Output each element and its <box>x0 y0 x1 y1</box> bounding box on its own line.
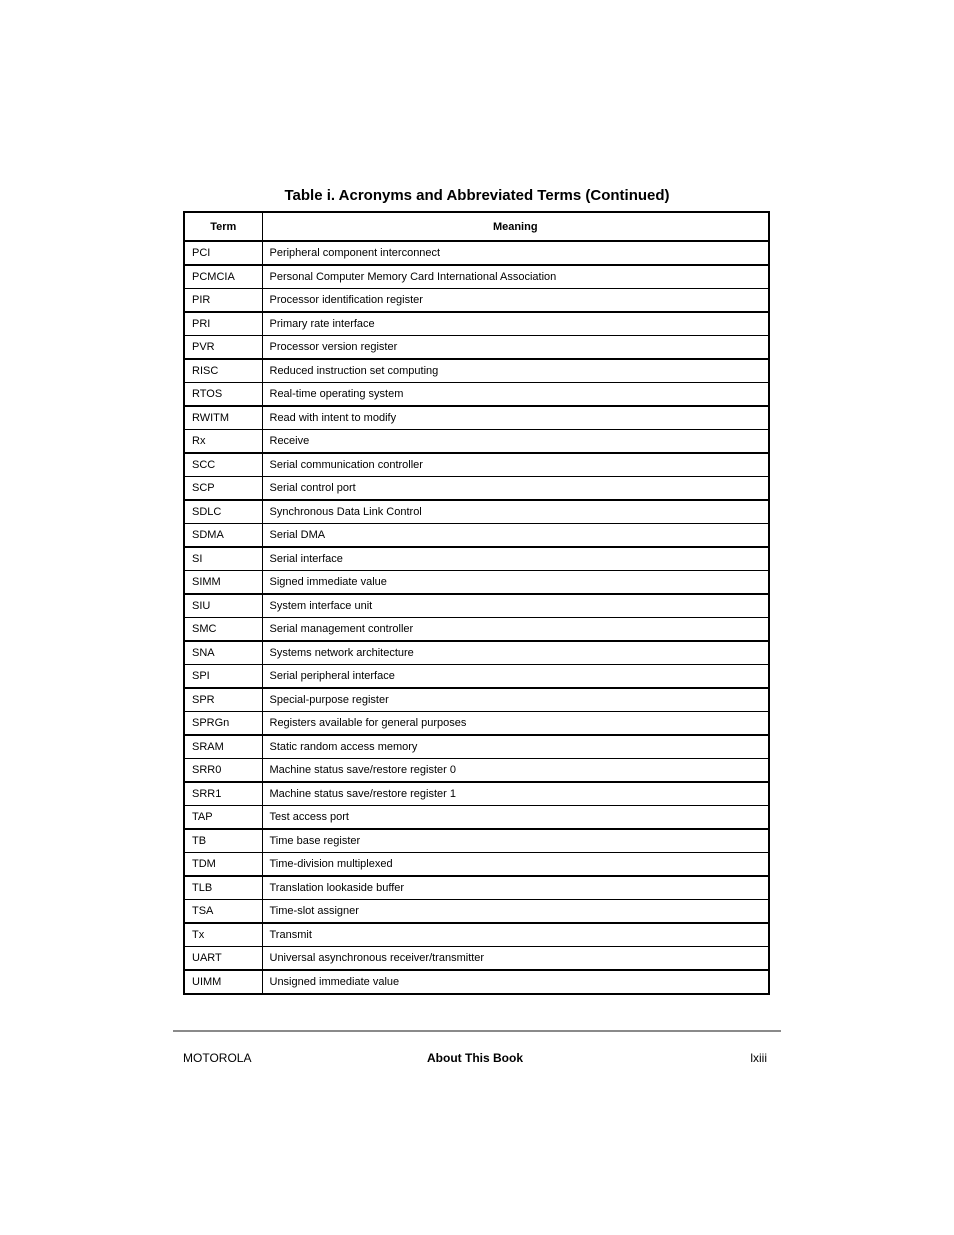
meaning-cell: Test access port <box>262 806 769 830</box>
term-cell: RISC <box>184 359 262 383</box>
term-cell: TSA <box>184 900 262 924</box>
term-cell: TLB <box>184 876 262 900</box>
term-cell: TB <box>184 829 262 853</box>
meaning-cell: Systems network architecture <box>262 641 769 665</box>
footer-company: MOTOROLA <box>183 1051 252 1065</box>
meaning-cell: Machine status save/restore register 0 <box>262 759 769 783</box>
meaning-cell: Real-time operating system <box>262 383 769 407</box>
meaning-cell: Peripheral component interconnect <box>262 241 769 265</box>
term-cell: SDMA <box>184 524 262 548</box>
table-row <box>184 806 769 830</box>
meaning-cell: Serial peripheral interface <box>262 665 769 689</box>
term-cell: SCC <box>184 453 262 477</box>
table-row <box>184 735 769 759</box>
table-row <box>184 688 769 712</box>
table-row <box>184 571 769 595</box>
table-row <box>184 618 769 642</box>
term-cell: SNA <box>184 641 262 665</box>
meaning-cell: Serial communication controller <box>262 453 769 477</box>
table-row <box>184 876 769 900</box>
meaning-cell: Serial interface <box>262 547 769 571</box>
term-cell: SRR1 <box>184 782 262 806</box>
table-row <box>184 336 769 360</box>
table-row <box>184 500 769 524</box>
column-header-term: Term <box>184 212 262 241</box>
meaning-cell: Serial DMA <box>262 524 769 548</box>
table-row <box>184 289 769 313</box>
table-row <box>184 900 769 924</box>
table-row <box>184 383 769 407</box>
table-row <box>184 524 769 548</box>
table-row <box>184 453 769 477</box>
term-cell: PIR <box>184 289 262 313</box>
table-row <box>184 312 769 336</box>
meaning-cell: Reduced instruction set computing <box>262 359 769 383</box>
table-row <box>184 406 769 430</box>
meaning-cell: Unsigned immediate value <box>262 970 769 994</box>
term-cell: Rx <box>184 430 262 454</box>
term-cell: TDM <box>184 853 262 877</box>
meaning-cell: Translation lookaside buffer <box>262 876 769 900</box>
term-cell: SDLC <box>184 500 262 524</box>
footer-divider <box>173 1030 781 1032</box>
term-cell: SPI <box>184 665 262 689</box>
meaning-cell: Personal Computer Memory Card International Association <box>262 265 769 289</box>
table-row <box>184 359 769 383</box>
term-cell: SIMM <box>184 571 262 595</box>
table-header-row <box>184 212 769 241</box>
table-row <box>184 923 769 947</box>
meaning-cell: Static random access memory <box>262 735 769 759</box>
term-cell: SPR <box>184 688 262 712</box>
table-row <box>184 477 769 501</box>
term-cell: Tx <box>184 923 262 947</box>
term-cell: RWITM <box>184 406 262 430</box>
table-row <box>184 970 769 994</box>
table-row <box>184 853 769 877</box>
meaning-cell: Synchronous Data Link Control <box>262 500 769 524</box>
term-cell: PRI <box>184 312 262 336</box>
meaning-cell: Machine status save/restore register 1 <box>262 782 769 806</box>
column-header-meaning: Meaning <box>262 212 769 241</box>
table-row <box>184 665 769 689</box>
table-row <box>184 782 769 806</box>
meaning-cell: Time-slot assigner <box>262 900 769 924</box>
table-row <box>184 547 769 571</box>
meaning-cell: Registers available for general purposes <box>262 712 769 736</box>
term-cell: TAP <box>184 806 262 830</box>
meaning-cell: Time-division multiplexed <box>262 853 769 877</box>
meaning-cell: Primary rate interface <box>262 312 769 336</box>
term-cell: SRR0 <box>184 759 262 783</box>
term-cell: SIU <box>184 594 262 618</box>
term-cell: SCP <box>184 477 262 501</box>
meaning-cell: Serial control port <box>262 477 769 501</box>
meaning-cell: Special-purpose register <box>262 688 769 712</box>
term-cell: SPRGn <box>184 712 262 736</box>
table-title: Table i. Acronyms and Abbreviated Terms (Continued) <box>284 187 670 204</box>
meaning-cell: System interface unit <box>262 594 769 618</box>
term-cell: UIMM <box>184 970 262 994</box>
meaning-cell: Read with intent to modify <box>262 406 769 430</box>
term-cell: SRAM <box>184 735 262 759</box>
acronym-table <box>183 211 770 995</box>
meaning-cell: Transmit <box>262 923 769 947</box>
term-cell: UART <box>184 947 262 971</box>
table-row <box>184 712 769 736</box>
meaning-cell: Serial management controller <box>262 618 769 642</box>
footer-section-title: About This Book <box>427 1051 523 1065</box>
meaning-cell: Receive <box>262 430 769 454</box>
meaning-cell: Processor version register <box>262 336 769 360</box>
table-row <box>184 947 769 971</box>
table-row <box>184 430 769 454</box>
term-cell: PCMCIA <box>184 265 262 289</box>
term-cell: PCI <box>184 241 262 265</box>
page-number: lxiii <box>750 1051 767 1065</box>
table-row <box>184 829 769 853</box>
table-row <box>184 594 769 618</box>
term-cell: SI <box>184 547 262 571</box>
term-cell: RTOS <box>184 383 262 407</box>
meaning-cell: Time base register <box>262 829 769 853</box>
table-row <box>184 641 769 665</box>
term-cell: PVR <box>184 336 262 360</box>
meaning-cell: Universal asynchronous receiver/transmitter <box>262 947 769 971</box>
meaning-cell: Signed immediate value <box>262 571 769 595</box>
table-row <box>184 759 769 783</box>
table-row <box>184 265 769 289</box>
term-cell: SMC <box>184 618 262 642</box>
meaning-cell: Processor identification register <box>262 289 769 313</box>
table-row <box>184 241 769 265</box>
